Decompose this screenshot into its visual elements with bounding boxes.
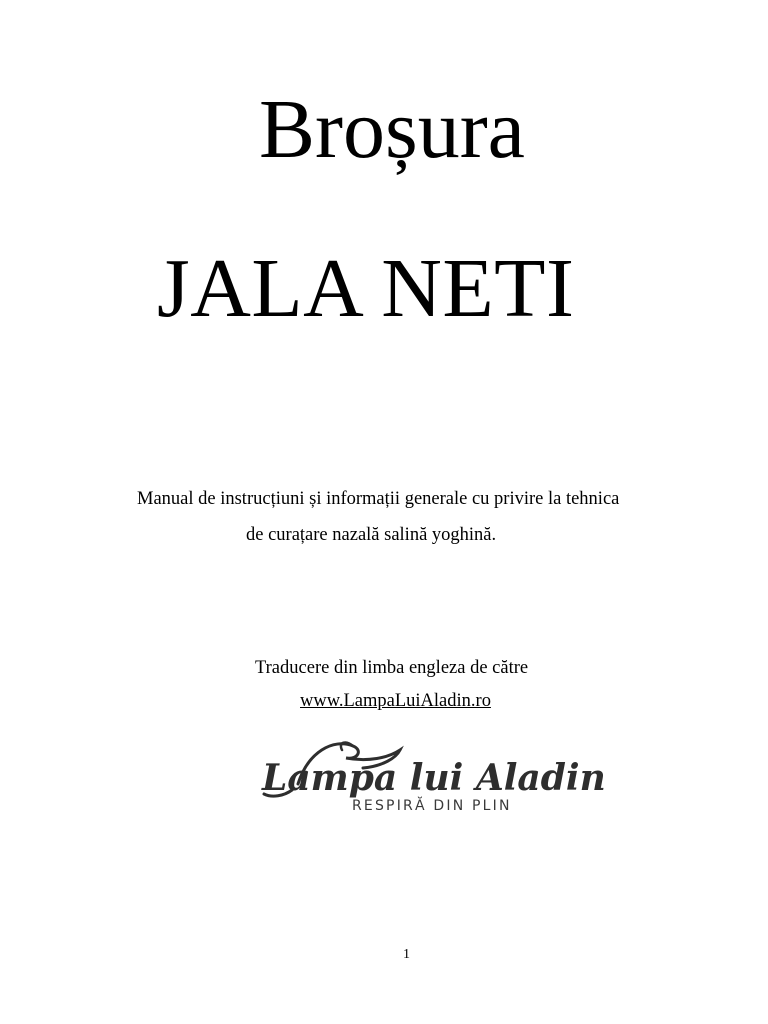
logo-tagline: RESPIRĂ DIN PLIN [352,798,512,814]
page-number: 1 [403,947,410,962]
website-link[interactable]: www.LampaLuiAladin.ro [300,691,491,711]
logo-wordmark: Lampa lui Aladin [262,757,606,799]
title-line-2: JALA NETI [157,242,575,335]
translation-credit: Traducere din limba engleza de către [255,658,529,678]
description-line-1: Manual de instrucțiuni și informații generale cu privire la tehnica [137,489,620,509]
title-line-1: Broșura [259,83,525,176]
description-line-2: de curațare nazală salină yoghină. [246,525,497,545]
